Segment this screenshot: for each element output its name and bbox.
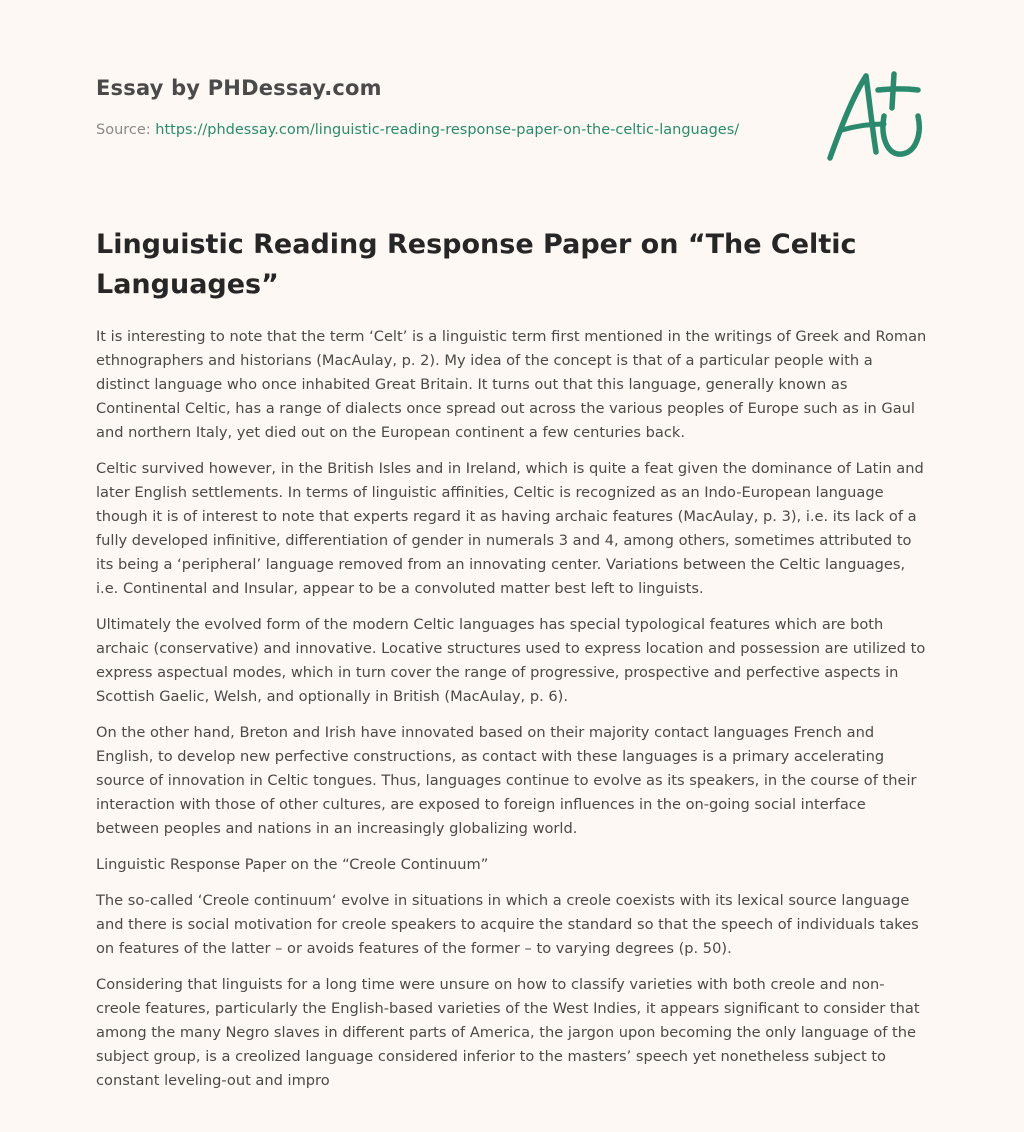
- section-heading: Linguistic Response Paper on the “Creole Continuum”: [96, 856, 489, 873]
- article: [96, 225, 928, 1105]
- paragraph: On the other hand, Breton and Irish have innovated based on their majority contact languages French and English, to develop new perfective constructions, as contact with these languages is a primary accelerating source of innovation in Celtic tongues. Thus, languages continue to evolve as its speakers, in the course of their interaction with those of other cultures, are exposed to foreign influences in the on-going social interface between peoples and nations in an increasingly globalizing world.: [96, 724, 917, 837]
- paragraph: Considering that linguists for a long time were unsure on how to classify varieties with both creole and non-creole features, particularly the English-based varieties of the West Indies, it appears significant to consider that among the many Negro slaves in different parts of America, the jargon upon becoming the only language of the subject group, is a creolized language considered inferior to the masters’ speech yet nonetheless subject to constant leveling-out and impro: [96, 976, 920, 1089]
- paragraph: Ultimately the evolved form of the modern Celtic languages has special typological features which are both archaic (conservative) and innovative. Locative structures used to express location and possession are utilized to express aspectual modes, which in turn cover the range of progressive, prospective and perfective aspects in Scottish Gaelic, Welsh, and optionally in British (MacAulay, p. 6).: [96, 616, 926, 705]
- paragraph: The so-called ‘Creole continuum‘ evolve in situations in which a creole coexists with its lexical source language and there is social motivation for creole speakers to acquire the standard so that the speech of individuals takes on features of the latter – or avoids features of the former – to varying degrees (p. 50).: [96, 892, 919, 957]
- source-label: Source:: [96, 122, 151, 138]
- a-plus-icon: [822, 68, 930, 164]
- site-brand: Essay by PHDessay.com: [96, 76, 382, 100]
- article-title: Linguistic Reading Response Paper on “The Celtic Languages”: [96, 229, 857, 300]
- paragraph: Celtic survived however, in the British Isles and in Ireland, which is quite a feat given the dominance of Latin and later English settlements. In terms of linguistic affinities, Celtic is recognized as an Indo-European language though it is of interest to note that experts regard it as having archaic features (MacAulay, p. 3), i.e. its lack of a fully developed infinitive, differentiation of gender in numerals 3 and 4, among others, sometimes attributed to its being a ‘peripheral’ language removed from an innovating center. Variations between the Celtic languages, i.e. Continental and Insular, appear to be a convoluted matter best left to linguists.: [96, 460, 924, 597]
- source-link[interactable]: https://phdessay.com/linguistic-reading-response-paper-on-the-celtic-languages/: [155, 122, 740, 138]
- paragraph: It is interesting to note that the term ‘Celt’ is a linguistic term first mentioned in the writings of Greek and Roman ethnographers and historians (MacAulay, p. 2). My idea of the concept is that of a particular people with a distinct language who once inhabited Great Britain. It turns out that this language, generally known as Continental Celtic, has a range of dialects once spread out across the various peoples of Europe such as in Gaul and northern Italy, yet died out on the European continent a few centuries back.: [96, 328, 927, 441]
- page-header: [96, 76, 796, 138]
- source-line: [96, 122, 796, 138]
